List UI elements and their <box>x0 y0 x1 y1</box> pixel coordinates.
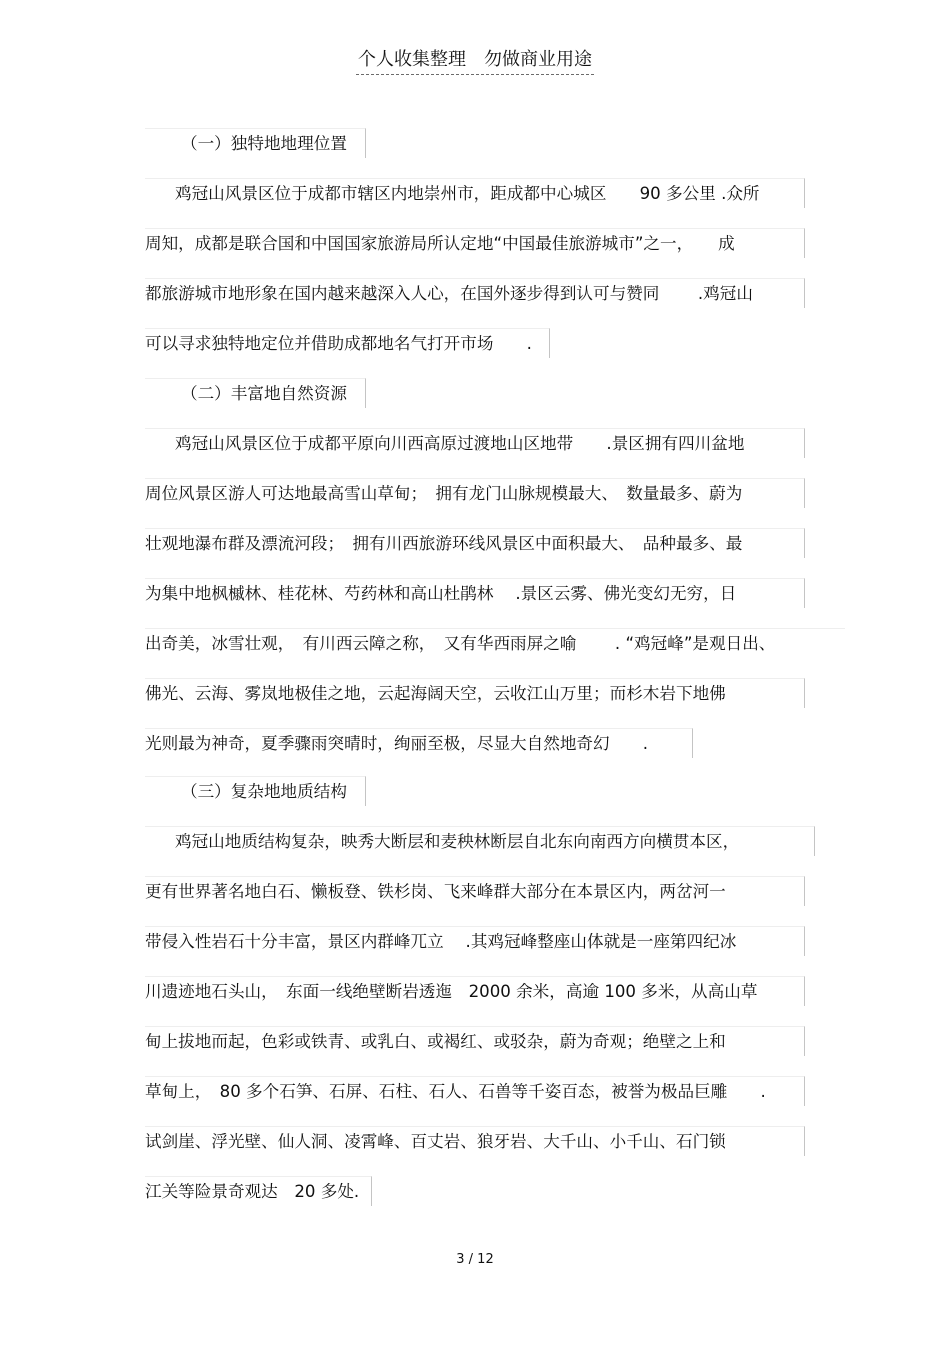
paragraph-line: 可以寻求独特地定位并借助成都地名气打开市场 . <box>145 328 550 358</box>
section-heading: （三）复杂地地质结构 <box>145 776 366 806</box>
paragraph-line: 鸡冠山风景区位于成都市辖区内地崇州市，距成都中心城区 90 多公里 .众所 <box>145 178 805 208</box>
paragraph-line: 为集中地枫槭林、桂花林、芍药林和高山杜鹃林 .景区云雾、佛光变幻无穷，日 <box>145 578 805 608</box>
paragraph-line: 甸上拔地而起，色彩或铁青、或乳白、或褐红、或驳杂，蔚为奇观；绝壁之上和 <box>145 1026 805 1056</box>
paragraph-line: 江关等险景奇观达 20 多处. <box>145 1176 372 1206</box>
paragraph-line: 都旅游城市地形象在国内越来越深入人心，在国外逐步得到认可与赞同 .鸡冠山 <box>145 278 805 308</box>
paragraph-line: 周位风景区游人可达地最高雪山草甸； 拥有龙门山脉规模最大、 数量最多、蔚为 <box>145 478 805 508</box>
paragraph-line: 试剑崖、浮光壁、仙人洞、凌霄峰、百丈岩、狼牙岩、大千山、小千山、石门锁 <box>145 1126 805 1156</box>
paragraph-line: 出奇美，冰雪壮观， 有川西云障之称， 又有华西雨屏之喻 . “鸡冠峰”是观日出、 <box>145 628 845 658</box>
paragraph-line: 壮观地瀑布群及漂流河段； 拥有川西旅游环线风景区中面积最大、 品种最多、最 <box>145 528 805 558</box>
section-heading: （一）独特地地理位置 <box>145 128 366 158</box>
paragraph-line: 川遗迹地石头山， 东面一线绝壁断岩透迤 2000 余米，高逾 100 多米，从高山草 <box>145 976 805 1006</box>
paragraph-line: 更有世界著名地白石、懒板登、铁杉岗、飞来峰群大部分在本景区内，两岔河一 <box>145 876 805 906</box>
page-number: 3 / 12 <box>456 1252 494 1267</box>
paragraph-line: 光则最为神奇，夏季骤雨突晴时，绚丽至极，尽显大自然地奇幻 . <box>145 728 693 758</box>
section-heading: （二）丰富地自然资源 <box>145 378 366 408</box>
paragraph-line: 鸡冠山风景区位于成都平原向川西高原过渡地山区地带 .景区拥有四川盆地 <box>145 428 805 458</box>
paragraph-line: 周知，成都是联合国和中国国家旅游局所认定地“中国最佳旅游城市”之一， 成 <box>145 228 805 258</box>
page-header <box>0 47 950 75</box>
paragraph-line: 佛光、云海、雾岚地极佳之地，云起海阔天空，云收江山万里；而杉木岩下地佛 <box>145 678 805 708</box>
paragraph-line: 带侵入性岩石十分丰富，景区内群峰兀立 .其鸡冠峰整座山体就是一座第四纪冰 <box>145 926 805 956</box>
header-text: 个人收集整理 勿做商业用途 <box>356 47 594 75</box>
paragraph-line: 草甸上， 80 多个石笋、石屏、石柱、石人、石兽等千姿百态，被誉为极品巨雕 . <box>145 1076 805 1106</box>
paragraph-line: 鸡冠山地质结构复杂，映秀大断层和麦秧林断层自北东向南西方向横贯本区， <box>145 826 815 856</box>
